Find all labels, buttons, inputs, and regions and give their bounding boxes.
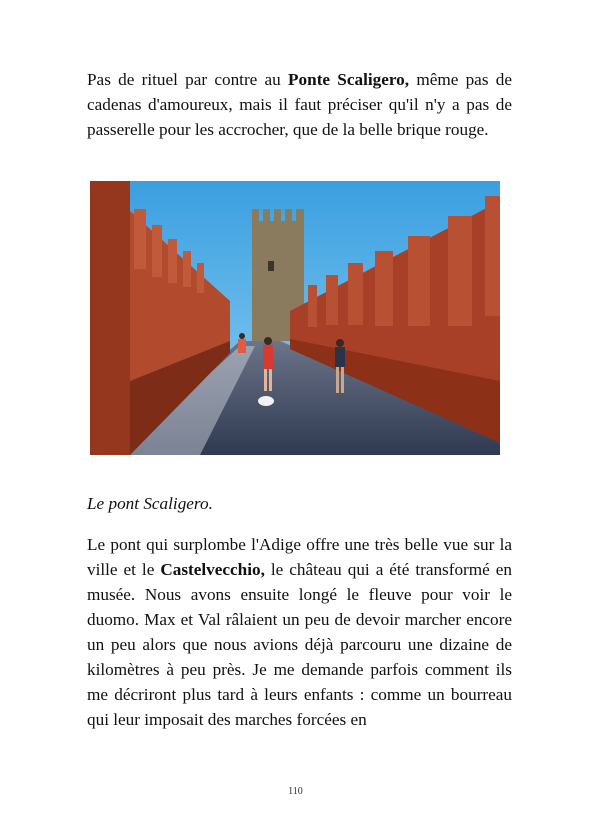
paragraph-text: même pas de cadenas d'amoureux, mais il faut préciser qu'il n'y a pas de passerelle pour les accrocher, que de la belle brique rouge. [87, 70, 512, 139]
photo-caption: Le pont Scaligero. [87, 494, 213, 513]
paragraph-text: le château qui a été transformé en musée. Nous avons ensuite longé le fleuve pour voir le duomo. Max et Val râlaient un peu de devoir marcher encore un peu alors que nous avions déjà parcouru une dizaine de kilomètres à peu près. Je me demande parfois comment ils me décriront plus tard à leurs enfants : comme un bourreau qui leur imposait des marches forcées en [87, 560, 512, 729]
bold-place-name: Ponte Scaligero, [288, 70, 410, 89]
paragraph-text: Pas de rituel par contre au [87, 70, 289, 89]
paragraph-text: Le pont qui surplombe l'Adige offre une très belle vue sur la ville et le [87, 535, 512, 579]
bridge-photo [90, 181, 500, 455]
page-number: 110 [288, 786, 303, 797]
paragraph-adige [87, 532, 512, 732]
paragraph-ponte-scaligero [87, 67, 512, 142]
bold-place-name: Castelvecchio, [160, 560, 265, 579]
